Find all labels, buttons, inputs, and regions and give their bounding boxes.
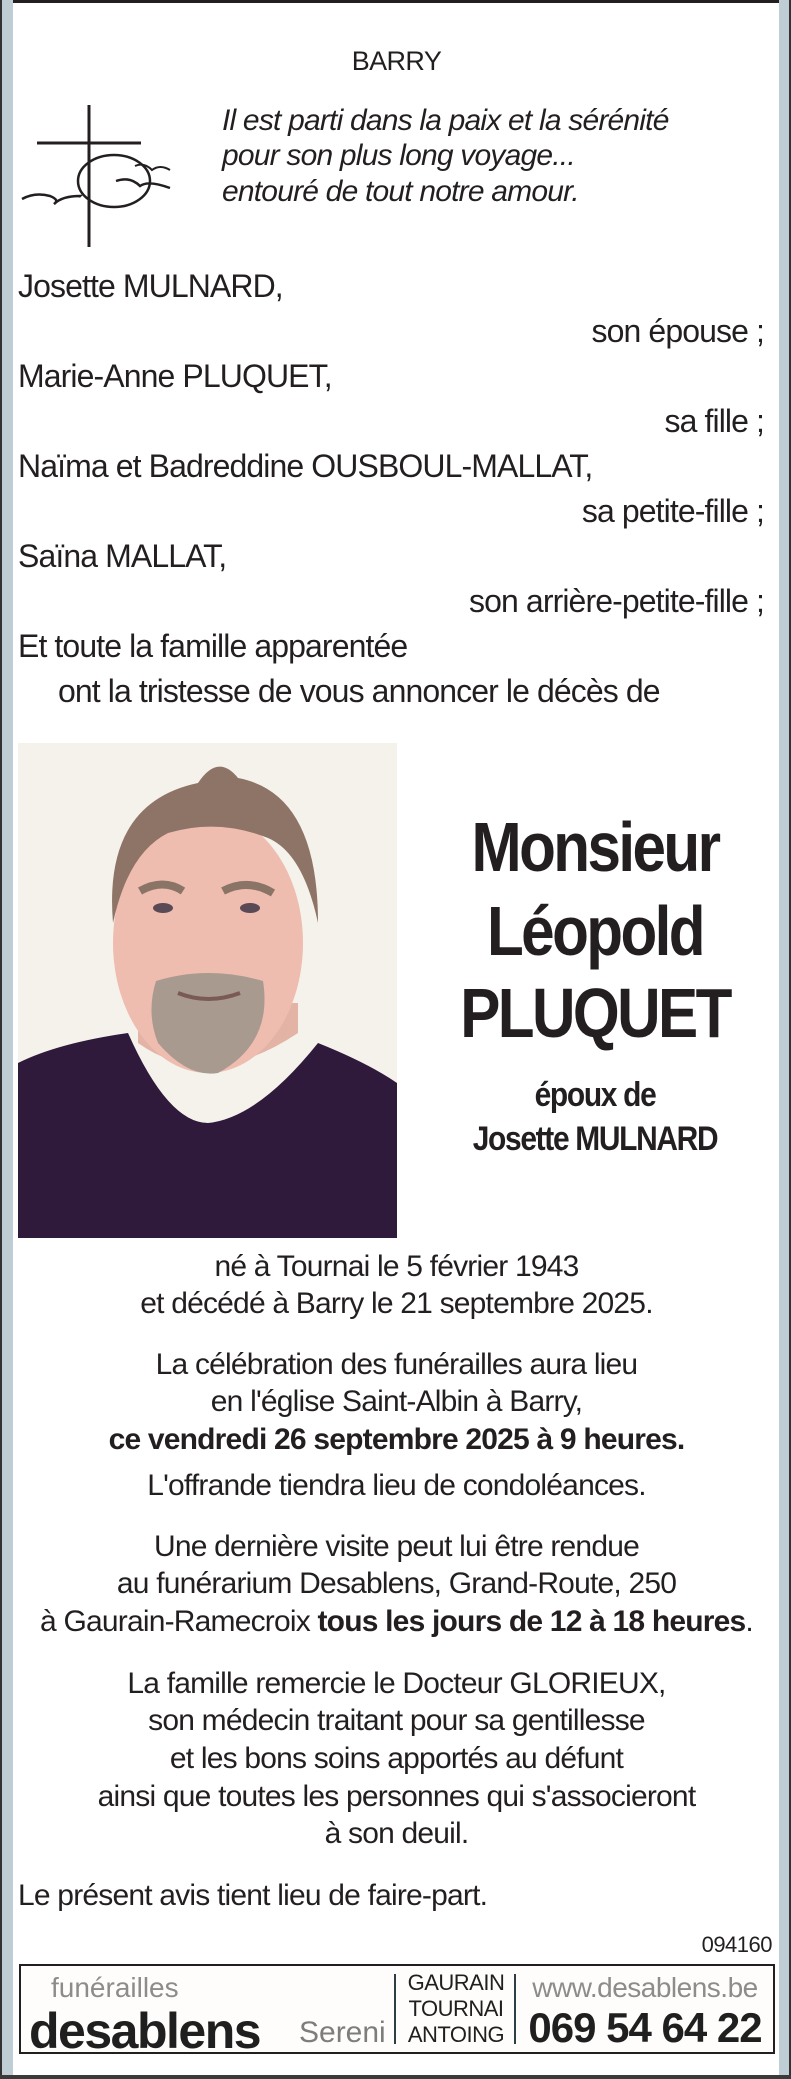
footer-town: TOURNAI — [408, 1996, 504, 2021]
deceased-last-name-wrap — [410, 974, 780, 1052]
ceremony-line-2: en l'église Saint-Albin à Barry, — [210, 1385, 583, 1418]
visit-line-3 — [14, 1607, 779, 1637]
spouse-name-wrap — [410, 1122, 780, 1156]
footer-town: GAURAIN — [407, 1970, 505, 1995]
closing-note: Le présent avis tient lieu de faire-part. — [18, 1879, 488, 1912]
frame-right-stripe — [779, 0, 789, 2079]
footer-tagline: funérailles — [51, 1972, 179, 2003]
footer-divider — [394, 1974, 396, 2044]
offering-note: L'offrande tiendra lieu de condoléances. — [147, 1469, 646, 1502]
footer-divider — [514, 1974, 516, 2044]
deceased-last-name: PLUQUET — [460, 974, 730, 1052]
visit-line-1: Une dernière visite peut lui être rendue — [154, 1530, 639, 1563]
verse-line-2: pour son plus long voyage... — [222, 139, 575, 172]
family-closing: Et toute la famille apparentée — [18, 628, 408, 664]
footer-towns — [401, 1970, 511, 2048]
thanks-line-3: et les bons soins apportés au défunt — [169, 1742, 624, 1775]
family-member-name: Naïma et Badreddine OUSBOUL-MALLAT, — [18, 448, 593, 484]
visit-line-2: au funérarium Desablens, Grand-Route, 250 — [116, 1567, 677, 1600]
deceased-photo — [18, 743, 397, 1238]
funeral-home-banner — [19, 1964, 775, 2059]
spouse-label: époux de — [534, 1076, 656, 1114]
thanks-line-5: à son deuil. — [324, 1817, 469, 1850]
deceased-name-block — [410, 808, 780, 886]
thanks-line-1: La famille remercie le Docteur GLORIEUX, — [127, 1667, 666, 1700]
visit-location: à Gaurain-Ramecroix — [40, 1605, 318, 1638]
family-member-relation: sa petite-fille ; — [581, 493, 764, 529]
footer-sub-brand: Sereni — [299, 2016, 386, 2049]
deceased-first-name-wrap — [410, 892, 780, 970]
thanks-line-4: ainsi que toutes les personnes qui s'associeront — [97, 1780, 696, 1813]
visit-punctuation: . — [745, 1605, 753, 1638]
deceased-title: Monsieur — [471, 808, 719, 886]
cross-sun-birds-icon — [20, 100, 180, 250]
family-member-name: Marie-Anne PLUQUET, — [18, 358, 332, 394]
footer-website-link[interactable]: www.desablens.be — [532, 1972, 758, 2003]
footer-brand: desablens — [29, 2003, 261, 2059]
visit-hours: tous les jours de 12 à 18 heures — [317, 1605, 746, 1638]
frame-left-stripe — [2, 0, 13, 2079]
reference-number: 094160 — [701, 1932, 772, 1957]
footer-phone-number[interactable]: 069 54 64 22 — [528, 2004, 762, 2051]
family-member-name: Josette MULNARD, — [18, 268, 283, 304]
verse-line-3: entouré de tout notre amour. — [222, 175, 579, 208]
footer-town: ANTOING — [407, 2022, 505, 2047]
spouse-name: Josette MULNARD — [472, 1120, 718, 1158]
verse-line-1: Il est parti dans la paix et la sérénité — [222, 104, 669, 137]
town-heading: BARRY — [351, 46, 442, 76]
death-line: et décédé à Barry le 21 septembre 2025. — [140, 1287, 653, 1320]
ceremony-line-1: La célébration des funérailles aura lieu — [155, 1348, 638, 1381]
thanks-line-2: son médecin traitant pour sa gentillesse — [148, 1704, 645, 1737]
family-member-relation: son épouse ; — [591, 313, 764, 349]
spouse-label-wrap — [410, 1078, 780, 1112]
deceased-first-name: Léopold — [486, 892, 704, 970]
family-member-relation: son arrière-petite-fille ; — [469, 583, 764, 619]
frame-top-border — [0, 0, 791, 3]
family-member-relation: sa fille ; — [664, 403, 764, 439]
announcement-text: ont la tristesse de vous annoncer le décès de — [58, 673, 660, 709]
birth-line: né à Tournai le 5 février 1943 — [214, 1250, 579, 1283]
ceremony-date: ce vendredi 26 septembre 2025 à 9 heures. — [108, 1423, 685, 1456]
family-member-name: Saïna MALLAT, — [18, 538, 227, 574]
frame-bottom-border — [0, 2075, 791, 2079]
